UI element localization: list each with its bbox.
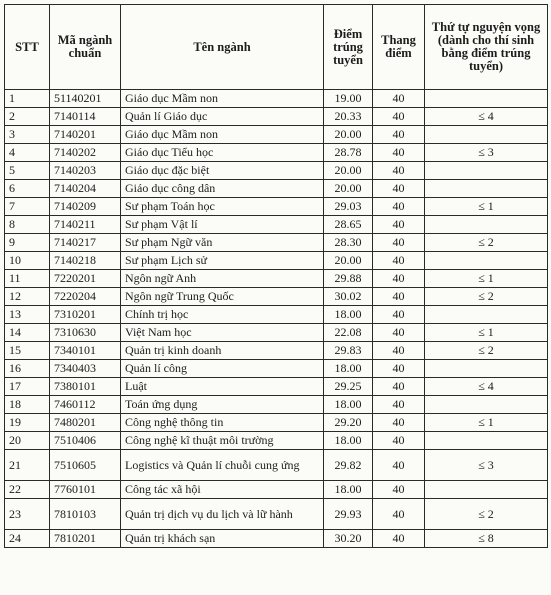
table-row [5, 144, 548, 162]
cell-scale: 40 [373, 396, 425, 414]
cell-stt: 17 [5, 378, 50, 396]
cell-name: Sư phạm Lịch sử [121, 252, 324, 270]
cell-name: Công tác xã hội [121, 481, 324, 499]
cell-stt: 6 [5, 180, 50, 198]
cell-scale: 40 [373, 162, 425, 180]
cell-name: Quản lí công [121, 360, 324, 378]
cell-scale: 40 [373, 216, 425, 234]
cell-priority: ≤ 4 [425, 378, 548, 396]
cell-stt: 21 [5, 450, 50, 481]
cell-stt: 23 [5, 499, 50, 530]
cell-scale: 40 [373, 414, 425, 432]
cell-name: Công nghệ kĩ thuật môi trường [121, 432, 324, 450]
cell-score: 20.00 [324, 180, 373, 198]
cell-scale: 40 [373, 342, 425, 360]
cell-priority [425, 216, 548, 234]
cell-score: 29.93 [324, 499, 373, 530]
table-row [5, 396, 548, 414]
table-row [5, 198, 548, 216]
table-row [5, 324, 548, 342]
table-row [5, 450, 548, 481]
cell-code: 7310201 [50, 306, 121, 324]
cell-priority: ≤ 3 [425, 450, 548, 481]
cell-scale: 40 [373, 481, 425, 499]
table-row [5, 432, 548, 450]
cell-code: 7810201 [50, 530, 121, 548]
cell-code: 7140211 [50, 216, 121, 234]
cell-stt: 9 [5, 234, 50, 252]
cell-priority: ≤ 1 [425, 198, 548, 216]
cell-priority: ≤ 2 [425, 342, 548, 360]
cell-code: 7480201 [50, 414, 121, 432]
cell-code: 7140202 [50, 144, 121, 162]
cell-code: 7220201 [50, 270, 121, 288]
cell-name: Công nghệ thông tin [121, 414, 324, 432]
cell-code: 7140204 [50, 180, 121, 198]
cell-stt: 14 [5, 324, 50, 342]
cell-name: Sư phạm Toán học [121, 198, 324, 216]
table-row [5, 360, 548, 378]
cell-code: 7310630 [50, 324, 121, 342]
cell-stt: 3 [5, 126, 50, 144]
cell-stt: 1 [5, 90, 50, 108]
cell-score: 29.88 [324, 270, 373, 288]
cell-priority [425, 90, 548, 108]
table-row [5, 530, 548, 548]
cell-score: 18.00 [324, 306, 373, 324]
cell-name: Quản lí Giáo dục [121, 108, 324, 126]
cell-name: Giáo dục Tiểu học [121, 144, 324, 162]
cell-scale: 40 [373, 324, 425, 342]
cell-name: Giáo dục Mầm non [121, 90, 324, 108]
cell-stt: 8 [5, 216, 50, 234]
cell-priority [425, 162, 548, 180]
cell-score: 18.00 [324, 396, 373, 414]
cell-name: Việt Nam học [121, 324, 324, 342]
table-row [5, 288, 548, 306]
cell-score: 29.82 [324, 450, 373, 481]
cell-score: 29.83 [324, 342, 373, 360]
cell-name: Sư phạm Ngữ văn [121, 234, 324, 252]
cell-score: 19.00 [324, 90, 373, 108]
cell-name: Logistics và Quản lí chuỗi cung ứng [121, 450, 324, 481]
cell-scale: 40 [373, 90, 425, 108]
cell-code: 7340101 [50, 342, 121, 360]
cell-name: Ngôn ngữ Trung Quốc [121, 288, 324, 306]
cell-scale: 40 [373, 306, 425, 324]
cell-score: 18.00 [324, 481, 373, 499]
table-row [5, 126, 548, 144]
cell-score: 29.03 [324, 198, 373, 216]
cell-scale: 40 [373, 378, 425, 396]
cell-code: 7340403 [50, 360, 121, 378]
cell-score: 28.65 [324, 216, 373, 234]
table-row [5, 234, 548, 252]
cell-code: 7140201 [50, 126, 121, 144]
cell-score: 20.33 [324, 108, 373, 126]
table-row [5, 108, 548, 126]
cell-priority [425, 180, 548, 198]
table-row [5, 216, 548, 234]
cell-priority: ≤ 8 [425, 530, 548, 548]
cell-code: 7810103 [50, 499, 121, 530]
cell-priority [425, 306, 548, 324]
cell-score: 20.00 [324, 126, 373, 144]
cell-score: 28.30 [324, 234, 373, 252]
header-stt: STT [5, 5, 50, 90]
cell-scale: 40 [373, 360, 425, 378]
admission-scores-table [4, 4, 548, 548]
header-code: Mã ngành chuẩn [50, 5, 121, 90]
table-row [5, 499, 548, 530]
table-row [5, 252, 548, 270]
cell-code: 7140217 [50, 234, 121, 252]
cell-stt: 15 [5, 342, 50, 360]
cell-priority [425, 396, 548, 414]
cell-stt: 19 [5, 414, 50, 432]
cell-score: 22.08 [324, 324, 373, 342]
cell-priority [425, 126, 548, 144]
cell-scale: 40 [373, 499, 425, 530]
cell-name: Quản trị kinh doanh [121, 342, 324, 360]
cell-scale: 40 [373, 126, 425, 144]
table-body [5, 90, 548, 548]
cell-name: Giáo dục đặc biệt [121, 162, 324, 180]
cell-code: 7510406 [50, 432, 121, 450]
header-name: Tên ngành [121, 5, 324, 90]
table-row [5, 90, 548, 108]
cell-name: Chính trị học [121, 306, 324, 324]
cell-priority [425, 360, 548, 378]
cell-code: 51140201 [50, 90, 121, 108]
cell-scale: 40 [373, 180, 425, 198]
cell-score: 30.20 [324, 530, 373, 548]
header-score: Điểm trúng tuyển [324, 5, 373, 90]
cell-code: 7460112 [50, 396, 121, 414]
cell-stt: 12 [5, 288, 50, 306]
cell-code: 7510605 [50, 450, 121, 481]
table-row [5, 481, 548, 499]
cell-priority: ≤ 2 [425, 499, 548, 530]
table-header [5, 5, 548, 90]
cell-stt: 13 [5, 306, 50, 324]
cell-name: Ngôn ngữ Anh [121, 270, 324, 288]
cell-priority: ≤ 4 [425, 108, 548, 126]
cell-name: Quản trị dịch vụ du lịch và lữ hành [121, 499, 324, 530]
cell-name: Giáo dục Mầm non [121, 126, 324, 144]
cell-score: 28.78 [324, 144, 373, 162]
cell-priority: ≤ 1 [425, 324, 548, 342]
cell-scale: 40 [373, 450, 425, 481]
cell-score: 20.00 [324, 162, 373, 180]
table-row [5, 306, 548, 324]
cell-priority: ≤ 1 [425, 414, 548, 432]
table-row [5, 162, 548, 180]
cell-scale: 40 [373, 270, 425, 288]
cell-score: 18.00 [324, 432, 373, 450]
cell-score: 20.00 [324, 252, 373, 270]
cell-name: Giáo dục công dân [121, 180, 324, 198]
cell-code: 7140203 [50, 162, 121, 180]
cell-scale: 40 [373, 530, 425, 548]
cell-code: 7140209 [50, 198, 121, 216]
cell-code: 7140218 [50, 252, 121, 270]
cell-stt: 4 [5, 144, 50, 162]
cell-stt: 18 [5, 396, 50, 414]
cell-stt: 24 [5, 530, 50, 548]
cell-code: 7760101 [50, 481, 121, 499]
table-row [5, 342, 548, 360]
cell-scale: 40 [373, 288, 425, 306]
cell-stt: 22 [5, 481, 50, 499]
cell-stt: 5 [5, 162, 50, 180]
cell-priority: ≤ 2 [425, 288, 548, 306]
cell-score: 29.25 [324, 378, 373, 396]
cell-code: 7140114 [50, 108, 121, 126]
cell-stt: 16 [5, 360, 50, 378]
cell-stt: 20 [5, 432, 50, 450]
cell-stt: 10 [5, 252, 50, 270]
header-row [5, 5, 548, 90]
cell-score: 29.20 [324, 414, 373, 432]
cell-score: 18.00 [324, 360, 373, 378]
cell-priority: ≤ 2 [425, 234, 548, 252]
cell-priority: ≤ 1 [425, 270, 548, 288]
cell-scale: 40 [373, 198, 425, 216]
header-scale: Thang điểm [373, 5, 425, 90]
cell-stt: 7 [5, 198, 50, 216]
cell-name: Sư phạm Vật lí [121, 216, 324, 234]
header-priority: Thứ tự nguyện vọng (dành cho thí sinh bằng điểm trúng tuyển) [425, 5, 548, 90]
cell-scale: 40 [373, 144, 425, 162]
cell-scale: 40 [373, 234, 425, 252]
cell-priority [425, 252, 548, 270]
cell-scale: 40 [373, 108, 425, 126]
cell-stt: 11 [5, 270, 50, 288]
cell-name: Toán ứng dụng [121, 396, 324, 414]
cell-priority [425, 481, 548, 499]
cell-score: 30.02 [324, 288, 373, 306]
cell-name: Luật [121, 378, 324, 396]
cell-priority: ≤ 3 [425, 144, 548, 162]
cell-priority [425, 432, 548, 450]
cell-code: 7380101 [50, 378, 121, 396]
cell-name: Quản trị khách sạn [121, 530, 324, 548]
cell-scale: 40 [373, 432, 425, 450]
cell-scale: 40 [373, 252, 425, 270]
table-row [5, 180, 548, 198]
table-row [5, 378, 548, 396]
cell-stt: 2 [5, 108, 50, 126]
table-row [5, 414, 548, 432]
table-row [5, 270, 548, 288]
cell-code: 7220204 [50, 288, 121, 306]
